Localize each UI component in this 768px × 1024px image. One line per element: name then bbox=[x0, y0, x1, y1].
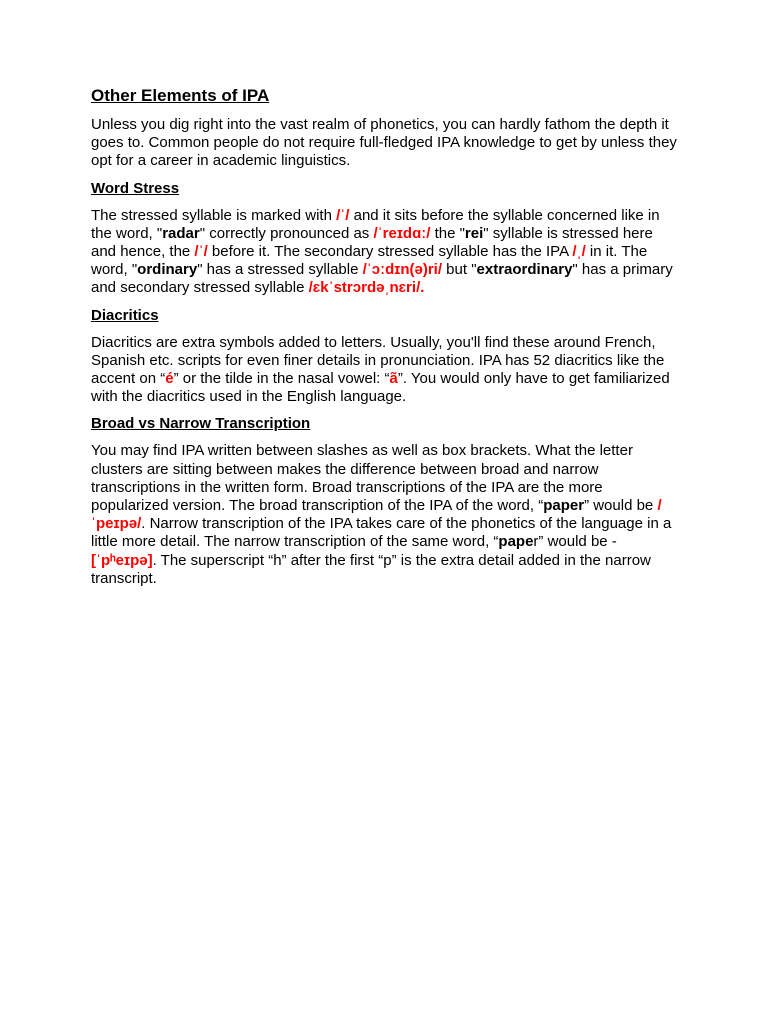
document-page bbox=[91, 86, 681, 597]
text: . The superscript “h” after the first “p” is the extra detail added in the narrow transcript. bbox=[91, 551, 651, 587]
diacritics-heading: Diacritics bbox=[91, 306, 159, 324]
text: and it sits before the syllable concerned like in the word, " bbox=[91, 206, 660, 242]
page-title: Other Elements of IPA bbox=[91, 86, 270, 105]
bold-word-ordinary: ordinary bbox=[137, 261, 198, 279]
text: ”. You would only have to get familiarized with the diacritics used in the English language. bbox=[91, 370, 670, 406]
text: ” would be bbox=[584, 497, 658, 515]
text: " syllable is stressed here and hence, the bbox=[91, 224, 653, 261]
accent-example: é bbox=[165, 370, 174, 388]
intro-paragraph: Unless you dig right into the vast realm of phonetics, you can hardly fathom the depth it goes to. Common people do not require full-fledged IPA knowledge to get by unless they opt for a career in academic linguistics. bbox=[91, 116, 677, 170]
text: " correctly pronounced as bbox=[199, 224, 374, 242]
diacritics-paragraph bbox=[91, 334, 681, 407]
text: r” would be - bbox=[533, 533, 617, 551]
ipa-broad-paper: /ˈpeɪpə/ bbox=[91, 497, 662, 533]
ipa-secondary-stress-mark: /ˌ/ bbox=[572, 243, 586, 261]
broad-narrow-heading: Broad vs Narrow Transcription bbox=[91, 415, 311, 433]
ipa-ordinary: /ˈɔːdɪn(ə)ri/ bbox=[362, 261, 443, 279]
text: the " bbox=[430, 224, 465, 242]
text: but " bbox=[442, 261, 477, 279]
ipa-narrow-paper: [ˈpʰeɪpə] bbox=[91, 551, 153, 569]
tilde-example: ã bbox=[389, 370, 398, 388]
text: The stressed syllable is marked with bbox=[91, 206, 337, 224]
ipa-primary-stress-mark-2: /ˈ/ bbox=[194, 243, 208, 261]
text: in it. The word, " bbox=[91, 243, 648, 279]
bold-word-extraordinary: extraordinary bbox=[476, 261, 573, 279]
ipa-extraordinary: /ɛkˈstrɔrdəˌnɛri/. bbox=[308, 279, 425, 297]
text: . Narrow transcription of the IPA takes care of the phonetics of the language in a little more detail. The narrow transcription of the same word, “ bbox=[91, 515, 672, 551]
bold-word-pape: pape bbox=[498, 533, 534, 551]
text: You may find IPA written between slashes as well as box brackets. What the letter clusters are sitting between makes the difference between broad and narrow transcriptions in the written form. Broad transcriptions of the IPA are the more popularized version. The broad transcription of the IPA of the word, “ bbox=[91, 442, 633, 515]
word-stress-paragraph bbox=[91, 207, 681, 298]
text: " has a primary and secondary stressed syllable bbox=[91, 261, 673, 297]
broad-narrow-paragraph bbox=[91, 442, 681, 588]
ipa-primary-stress-mark: /ˈ/ bbox=[336, 206, 350, 224]
bold-word-paper: paper bbox=[543, 497, 585, 515]
word-stress-heading: Word Stress bbox=[91, 179, 180, 197]
text: before it. The secondary stressed syllable has the IPA bbox=[207, 243, 573, 261]
ipa-radar: /ˈreɪdɑː/ bbox=[373, 224, 431, 242]
text: " has a stressed syllable bbox=[197, 261, 363, 279]
text: Diacritics are extra symbols added to letters. Usually, you'll find these around French, Spanish etc. scripts for even finer details in pronunciation. IPA has 52 diacritics like the accent on “ bbox=[91, 333, 665, 388]
bold-syllable-rei: rei bbox=[464, 224, 484, 242]
bold-word-radar: radar bbox=[162, 224, 200, 242]
text: ” or the tilde in the nasal vowel: “ bbox=[173, 370, 390, 388]
